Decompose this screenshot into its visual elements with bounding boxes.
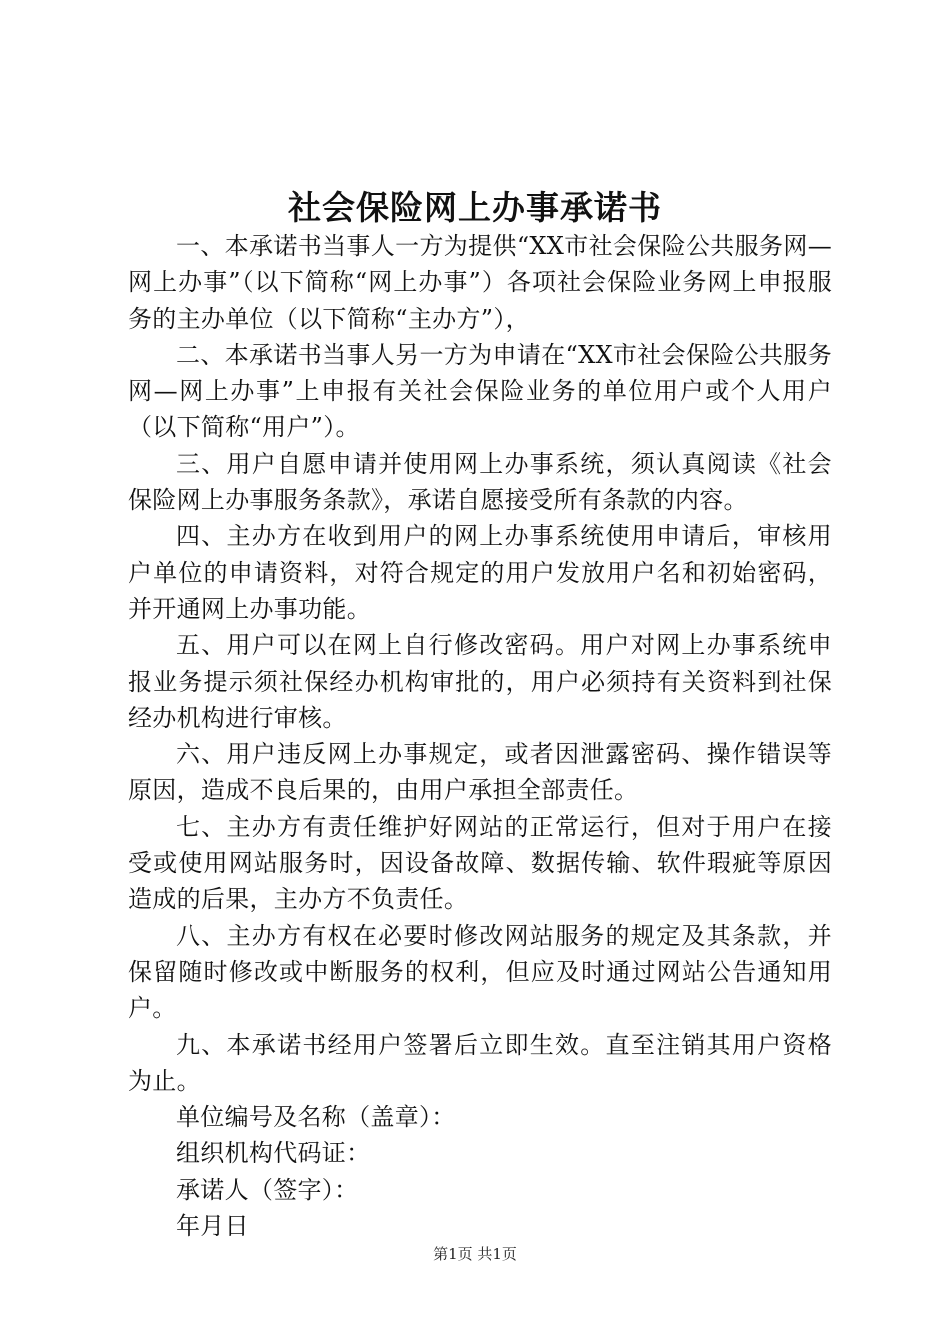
paragraph-6: 六、用户违反网上办事规定，或者因泄露密码、操作错误等原因，造成不良后果的，由用户承担全部责任。	[128, 740, 832, 805]
paragraph-7: 七、主办方有责任维护好网站的正常运行，但对于用户在接受或使用网站服务时，因设备故障、数据传输、软件瑕疵等原因造成的后果，主办方不负责任。	[128, 812, 832, 914]
promisor-signature-label: 承诺人（签字）：	[176, 1175, 359, 1204]
date-label: 年月日	[176, 1212, 249, 1241]
paragraph-3: 三、用户自愿申请并使用网上办事系统，须认真阅读《社会保险网上办事服务条款》，承诺自愿接受所有条款的内容。	[128, 449, 832, 515]
page-footer: 第1页 共1页	[433, 1245, 517, 1263]
paragraph-9: 九、本承诺书经用户签署后立即生效。直至注销其用户资格为止。	[128, 1030, 832, 1095]
paragraph-1: 一、本承诺书当事人一方为提供“XX市社会保险公共服务网—网上办事”（以下简称“网上办事”）各项社会保险业务网上申报服务的主办单位（以下简称“主办方”），	[128, 232, 832, 333]
paragraph-2: 二、本承诺书当事人另一方为申请在“XX市社会保险公共服务网—网上办事”上申报有关社会保险业务的单位用户或个人用户（以下简称“用户”）。	[128, 340, 832, 442]
unit-name-label: 单位编号及名称（盖章）：	[176, 1103, 456, 1132]
paragraph-4: 四、主办方在收到用户的网上办事系统使用申请后，审核用户单位的申请资料，对符合规定的用户发放用户名和初始密码，并开通网上办事功能。	[128, 522, 832, 623]
paragraph-5: 五、用户可以在网上自行修改密码。用户对网上办事系统申报业务提示须社保经办机构审批的，用户必须持有关资料到社保经办机构进行审核。	[128, 631, 832, 732]
document-title: 社会保险网上办事承诺书	[288, 188, 662, 227]
org-code-label: 组织机构代码证：	[176, 1139, 371, 1168]
document-body	[128, 228, 832, 1244]
paragraph-8: 八、主办方有权在必要时修改网站服务的规定及其条款，并保留随时修改或中断服务的权利，但应及时通过网站公告通知用户。	[128, 921, 832, 1023]
